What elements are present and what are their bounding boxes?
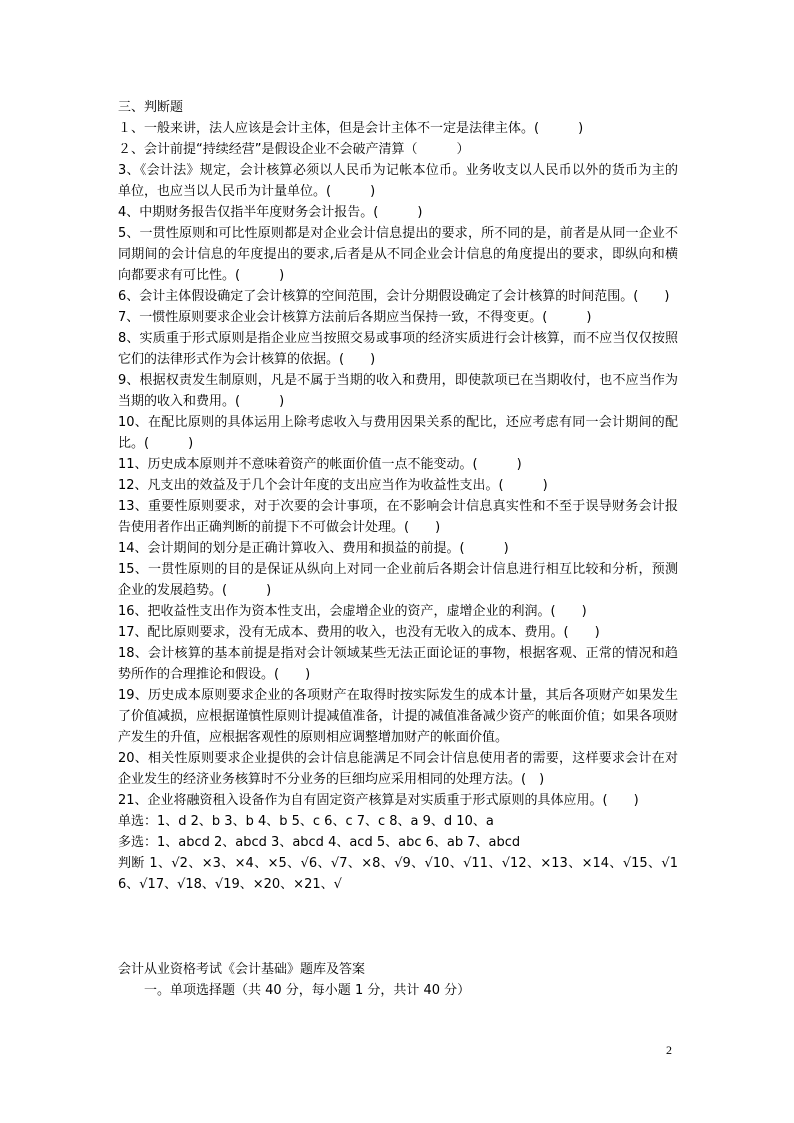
question-item: 10、在配比原则的具体运用上除考虑收入与费用因果关系的配比，还应考虑有同一会计期间的配比。( ) xyxy=(118,415,678,451)
question-item: 5、一贯性原则和可比性原则都是对企业会计信息提出的要求，所不同的是，前者是从同一企业不同期间的会计信息的年度提出的要求,后者是从不同企业会计信息的角度提出的要求，即纵向和横向都要求有可比性。( ) xyxy=(118,226,678,283)
page-content xyxy=(118,97,678,1001)
question-item: 9、根据权责发生制原则，凡是不属于当期的收入和费用，即使款项已在当期收付，也不应当作为当期的收入和费用。( ) xyxy=(118,373,678,409)
spacer xyxy=(118,895,678,959)
question-item: 4、中期财务报告仅指半年度财务会计报告。( ) xyxy=(118,205,423,220)
part-one-heading: 一。单项选择题（共 40 分，每小题 1 分，共计 40 分） xyxy=(144,983,471,998)
question-item: １、一般来讲，法人应该是会计主体，但是会计主体不一定是法律主体。( ) xyxy=(118,121,584,136)
answers-single: 单选：1、d 2、b 3、b 4、b 5、c 6、c 7、c 8、a 9、d 10、a xyxy=(118,814,494,829)
exam-title: 会计从业资格考试《会计基础》题库及答案 xyxy=(118,962,366,977)
question-item: 6、会计主体假设确定了会计核算的空间范围，会计分期假设确定了会计核算的时间范围。( ) xyxy=(118,289,670,304)
question-item: 19、历史成本原则要求企业的各项财产在取得时按实际发生的成本计量，其后各项财产如果发生了价值减损，应根据谨慎性原则计提减值准备，计提的减值准备减少资产的帐面价值；如果各项财产发生的升值，应根据客观性的原则相应调整增加财产的帐面价值。 xyxy=(118,688,678,745)
question-item: 18、会计核算的基本前提是指对会计领域某些无法正面论证的事物，根据客观、正常的情况和趋势所作的合理推论和假设。( ) xyxy=(118,646,678,682)
answers-multiple: 多选：1、abcd 2、abcd 3、abcd 4、acd 5、abc 6、ab 7、abcd xyxy=(118,835,521,850)
answers-judge: 判断 1、√2、×3、×4、×5、√6、√7、×8、√9、√10、√11、√12、×13、×14、√15、√16、√17、√18、√19、×20、×21、√ xyxy=(118,856,678,892)
page-number: 2 xyxy=(666,1043,672,1057)
question-item: 14、会计期间的划分是正确计算收入、费用和损益的前提。( ) xyxy=(118,541,509,556)
section-heading: 三、判断题 xyxy=(118,100,184,115)
question-item: 17、配比原则要求，没有无成本、费用的收入，也没有无收入的成本、费用。( ) xyxy=(118,625,600,640)
question-item: ２、会计前提“持续经营”是假设企业不会破产清算（ ） xyxy=(118,142,470,157)
question-item: 13、重要性原则要求，对于次要的会计事项，在不影响会计信息真实性和不至于误导财务会计报告使用者作出正确判断的前提下不可做会计处理。( ) xyxy=(118,499,678,535)
question-item: 20、相关性原则要求企业提供的会计信息能满足不同会计信息使用者的需要，这样要求会计在对企业发生的经济业务核算时不分业务的巨细均应采用相同的处理方法。( ) xyxy=(118,751,678,787)
question-item: 3、《会计法》规定，会计核算必须以人民币为记帐本位币。业务收支以人民币以外的货币为主的单位，也应当以人民币为计量单位。( ) xyxy=(118,163,678,199)
question-item: 8、实质重于形式原则是指企业应当按照交易或事项的经济实质进行会计核算，而不应当仅仅按照它们的法律形式作为会计核算的依据。( ) xyxy=(118,331,678,367)
question-item: 16、把收益性支出作为资本性支出，会虚增企业的资产，虚增企业的利润。( ) xyxy=(118,604,587,619)
question-item: 21、企业将融资租入设备作为自有固定资产核算是对实质重于形式原则的具体应用。( ) xyxy=(118,793,639,808)
question-list xyxy=(118,118,678,811)
question-item: 15、一贯性原则的目的是保证从纵向上对同一企业前后各期会计信息进行相互比较和分析，预测企业的发展趋势。( ) xyxy=(118,562,678,598)
question-item: 11、历史成本原则并不意味着资产的帐面价值一点不能变动。( ) xyxy=(118,457,522,472)
question-item: 12、凡支出的效益及于几个会计年度的支出应当作为收益性支出。( ) xyxy=(118,478,548,493)
question-item: 7、一惯性原则要求企业会计核算方法前后各期应当保持一致，不得变更。( ) xyxy=(118,310,592,325)
